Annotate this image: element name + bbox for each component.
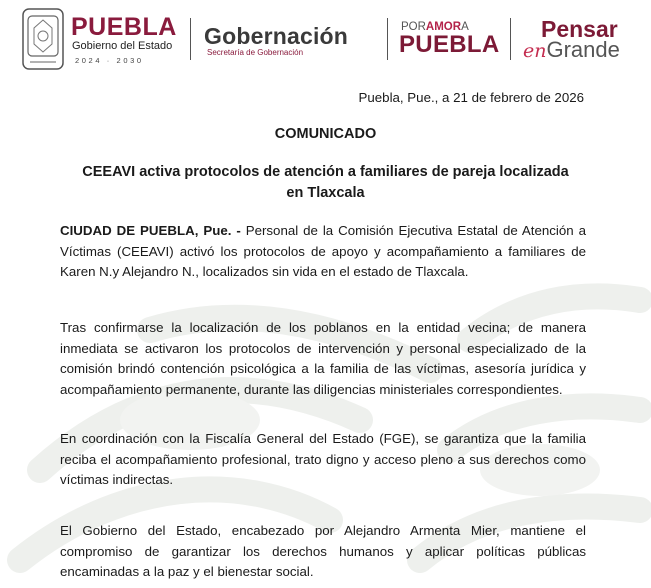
paragraph-4: El Gobierno del Estado, encabezado por Alejandro Armenta Mier, mantiene el compromiso de garantizar los derechos humanos y aplicar políticas públicas encaminadas a la paz y el bienestar social. <box>60 523 586 579</box>
puebla-logo-years: 2024 · 2030 <box>75 56 144 65</box>
por-amor-logo-puebla: PUEBLA <box>399 31 500 58</box>
document-subtitle: CEEAVI activa protocolos de atención a familiares de pareja localizada en Tlaxcala <box>82 164 569 201</box>
puebla-logo-title: PUEBLA <box>71 13 177 41</box>
pensar-grande-logo-top: Pensar <box>541 16 618 42</box>
paragraph-lead: CIUDAD DE PUEBLA, Pue. - <box>60 223 241 238</box>
pensar-grande-logo-bottom: enGrande <box>523 37 620 62</box>
divider <box>510 18 511 60</box>
document-title: COMUNICADO <box>274 126 377 142</box>
paragraph-2: Tras confirmarse la localización de los poblanos en la entidad vecina; de manera inmediata se activaron los protocolos de intervención y personal especializado de la comisión brindó contención psicológica a la familia de las víctimas, asesoría jurídica y acompañamiento permanente, durante las diligencias ministeriales correspondientes. <box>60 320 586 397</box>
document-date: Puebla, Pue., a 21 de febrero de 2026 <box>358 90 584 105</box>
divider <box>387 18 388 60</box>
puebla-logo-subtitle: Gobierno del Estado <box>72 40 173 52</box>
paragraph-1: CIUDAD DE PUEBLA, Pue. - Personal de la Comisión Ejecutiva Estatal de Atención a Víctimas (CEEAVI) activó los protocolos de apoyo y acompañamiento a familiares de Karen N.y Alejandro N., localizados sin vida en el estado de Tlaxcala. <box>60 223 587 279</box>
gobernacion-logo-subtitle: Secretaría de Gobernación <box>207 48 304 57</box>
paragraph-3: En coordinación con la Fiscalía General del Estado (FGE), se garantiza que la familia reciba el acompañamiento profesional, trato digno y acceso pleno a sus derechos como víctimas indirectas. <box>60 431 586 487</box>
state-seal-icon <box>22 8 64 70</box>
por-amor-logo-top: PORAMORA <box>401 21 469 33</box>
divider <box>190 18 191 60</box>
header-logos <box>0 0 651 78</box>
gobernacion-logo-title: Gobernación <box>204 23 349 49</box>
